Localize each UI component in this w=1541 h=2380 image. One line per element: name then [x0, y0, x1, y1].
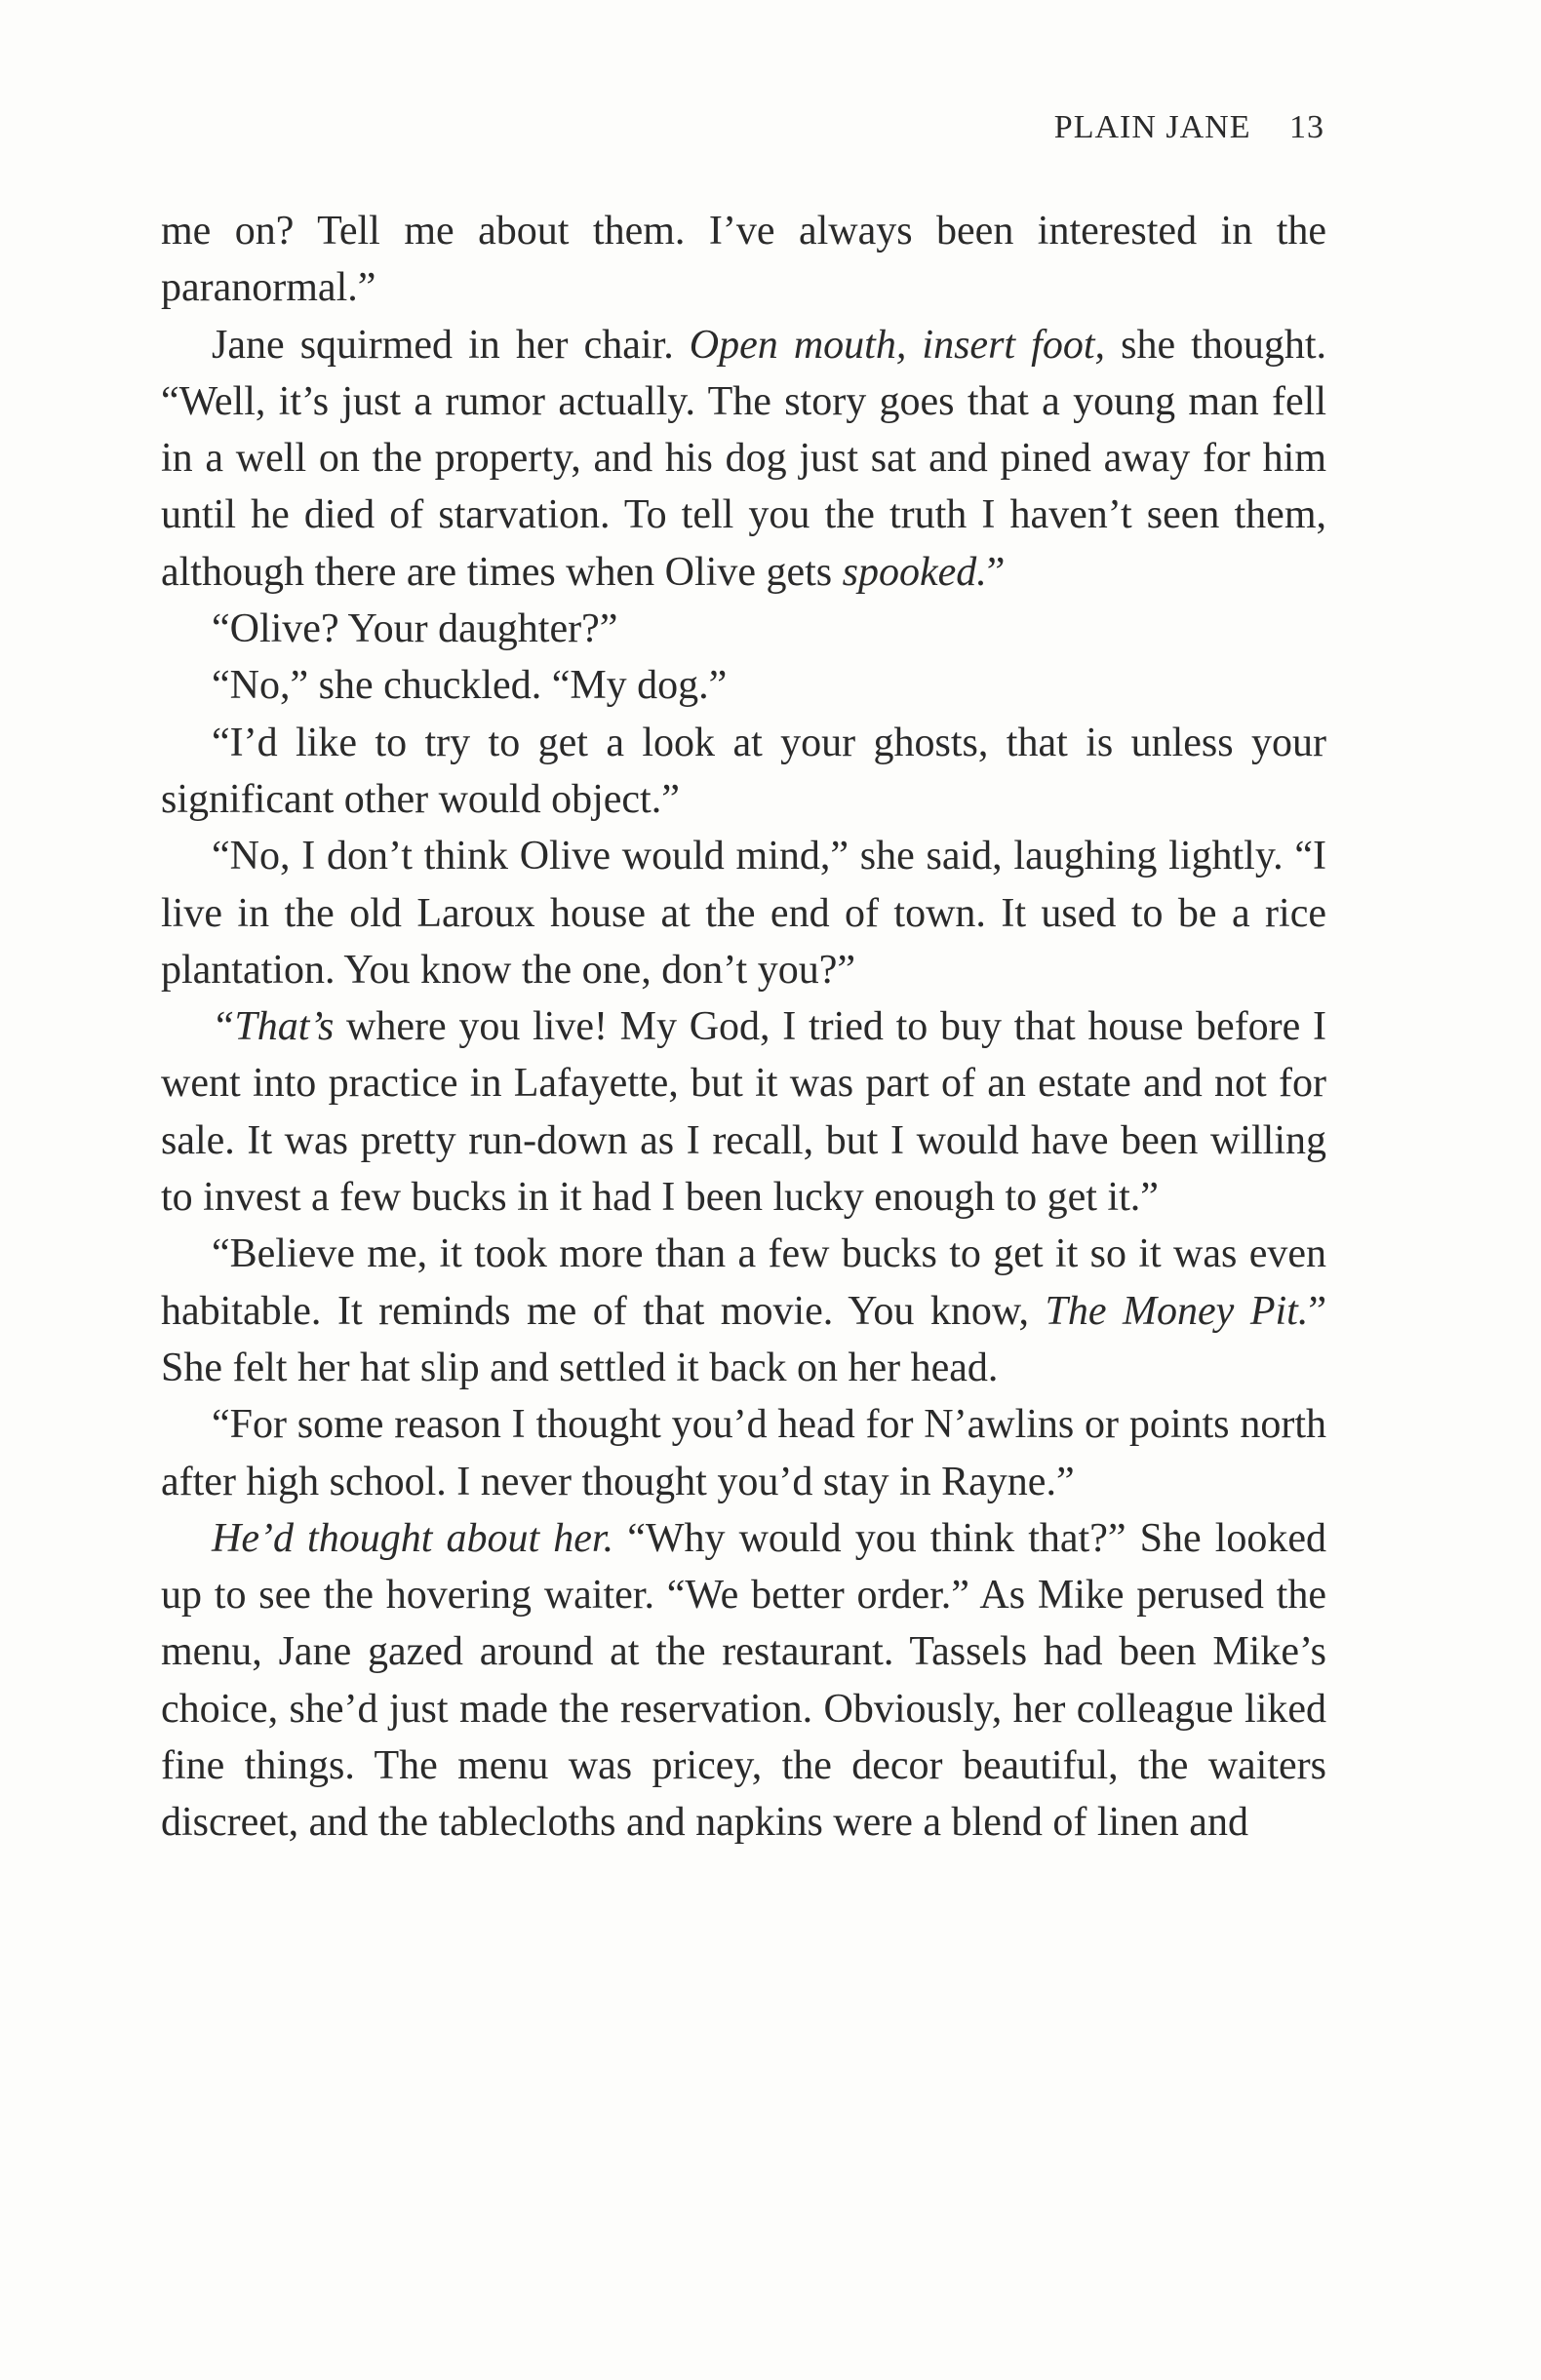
text-run: me on? Tell me about them. I’ve always been interested in the paranormal.” — [161, 209, 1326, 311]
text-run: “No,” she chuckled. “My dog.” — [212, 663, 728, 709]
italic-run: The Money Pit. — [1045, 1288, 1309, 1334]
paragraph-7 — [161, 998, 1326, 1226]
text-run: “Olive? Your daughter?” — [212, 606, 618, 652]
italic-run: “That’s — [212, 1004, 335, 1050]
text-run: she thought. “Well, it’s just a rumor actually. The story goes that a young man fell in a well on the property, and his dog just sat and pined away for him until he died of starvation. To tell you the truth I haven’t seen them, although there are times when Olive gets — [161, 322, 1327, 595]
italic-run: He’d thought about her. — [212, 1515, 614, 1561]
body-text — [161, 203, 1326, 1852]
paragraph-3 — [161, 601, 1326, 657]
italic-run: spooked. — [842, 549, 987, 595]
paragraph-10 — [161, 1510, 1326, 1852]
text-run: “For some reason I thought you’d head for N’awlins or points north after high school. I never thought you’d stay in Rayne.” — [161, 1402, 1326, 1504]
text-run: where you live! My God, I tried to buy that house before I went into practice in Lafayette, but it was part of an estate and not for sale. It was pretty run-down as I recall, but I would have been willing to invest a few bucks in it had I been lucky enough to get it.” — [161, 1004, 1326, 1221]
paragraph-5 — [161, 715, 1326, 829]
paragraph-1 — [161, 203, 1326, 317]
paragraph-6 — [161, 828, 1326, 998]
text-run: ” — [986, 549, 1006, 595]
text-run: “Believe me, it took more than a few bucks to get it so it was even habitable. It reminds me of that movie. You know, — [161, 1231, 1326, 1334]
page-number: 13 — [1289, 109, 1324, 145]
text-run: ” She felt her hat slip and settled it back on her head. — [161, 1288, 1326, 1390]
running-head — [1054, 109, 1324, 146]
text-run: “I’d like to try to get a look at your ghosts, that is unless your significant other would object.” — [161, 720, 1326, 822]
paragraph-8 — [161, 1226, 1326, 1396]
italic-run: Open mouth, insert foot, — [689, 322, 1106, 368]
paragraph-4 — [161, 657, 1326, 714]
text-run: Jane squirmed in her chair. — [212, 322, 690, 368]
paragraph-9 — [161, 1396, 1326, 1510]
text-run: “No, I don’t think Olive would mind,” she said, laughing lightly. “I live in the old Laroux house at the end of town. It used to be a rice plantation. You know the one, don’t you?” — [161, 834, 1326, 993]
text-run: “Why would you think that?” She looked up to see the hovering waiter. “We better order.” As Mike perused the menu, Jane gazed around at the restaurant. Tassels had been Mike’s choice, she’d just made the reservation. Obviously, her colleague liked fine things. The menu was pricey, the decor beautiful, the waiters discreet, and the tablecloths and napkins were a blend of linen and — [161, 1515, 1327, 1846]
running-head-title: PLAIN JANE — [1053, 109, 1251, 145]
paragraph-2 — [161, 317, 1326, 601]
